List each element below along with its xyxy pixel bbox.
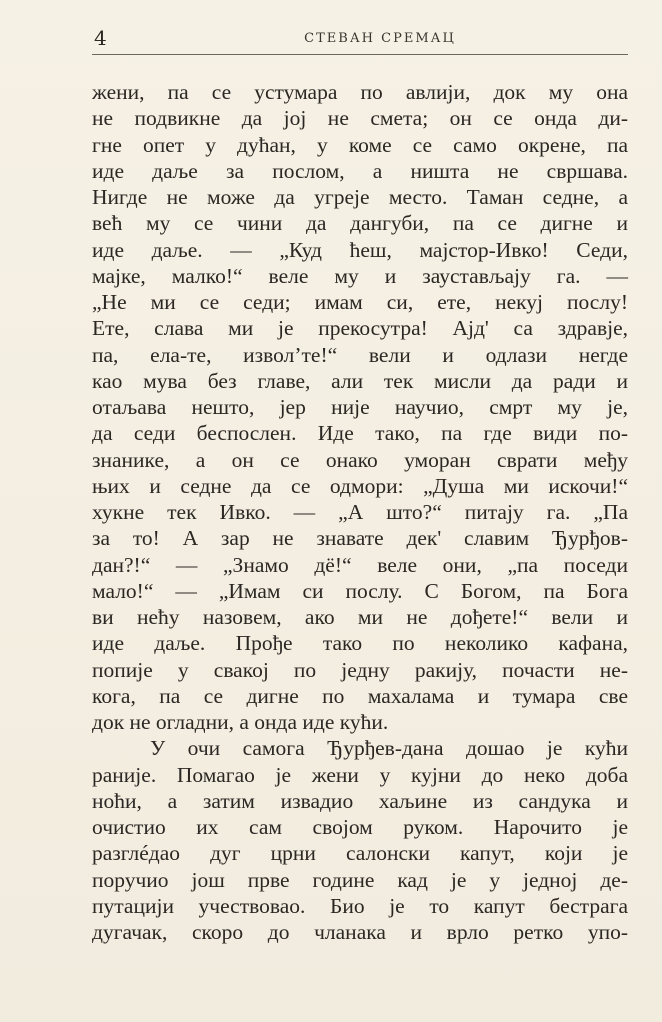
text-line: да седи беспослен. Иде тако, па где види по-	[92, 421, 628, 446]
text-line: попије у свакој по једну ракију, почасти не-	[92, 657, 628, 682]
text-line: жени, па се устумара по авлији, док му она	[92, 80, 628, 104]
text-line: док не огладни, а онда иде кући.	[92, 710, 389, 734]
text-line: мало!“ — „Имам си послу. С Богом, па Бога	[92, 578, 628, 603]
text-line: иде даље. — „Куд ћеш, мајстор-Ивко! Седи,	[92, 237, 628, 262]
text-line: Ете, слава ми је прекосутра! Ајд' са здравје,	[92, 316, 628, 341]
text-line: ви нећу назовем, ако ми не дођете!“ вели и	[92, 605, 628, 629]
text-line: већ му се чини да дангуби, па се дигне и	[92, 211, 628, 236]
text-line: кога, па се дигне по махалама и тумара све	[92, 683, 628, 708]
text-line: Нигде не може да угреје место. Таман седне, а	[92, 185, 628, 209]
body-text	[92, 79, 628, 945]
text-line: ноћи, а затим извадио хаљине из сандука и	[92, 788, 628, 813]
text-line: па, ела-те, изволʼте!“ вели и одлази негде	[92, 342, 628, 367]
text-line: дан?!“ — „Знамо дё!“ веле они, „па поседи	[92, 552, 628, 577]
text-line: дугачак, скоро до чланака и врло ретко упо-	[92, 920, 628, 944]
text-line: очистио их сам својом руком. Нарочито је	[92, 815, 628, 839]
text-line: знанике, а он се онако уморан сврати међу	[92, 447, 628, 472]
text-line: поручио још прве године кад је у једној де-	[92, 867, 628, 892]
text-line: иде даље за послом, а ништа не свршава.	[92, 158, 628, 183]
running-head: СТЕВАН СРЕМАЦ	[304, 31, 456, 46]
page-number: 4	[94, 26, 107, 50]
text-line: гне опет у дућан, у коме се само окрене, па	[92, 132, 628, 157]
text-line: хукне тек Ивко. — „А што?“ питају га. „Па	[92, 500, 628, 524]
text-line: не подвикне да јој не смета; он се онда ди-	[92, 106, 628, 131]
text-line: путацији учествовао. Био је то капут бестрага	[92, 893, 628, 918]
text-line: иде даље. Прође тако по неколико кафана,	[92, 631, 628, 656]
page-header	[92, 26, 628, 55]
text-line: мајке, малко!“ веле му и заустављају га. —	[92, 263, 628, 288]
text-line: разглéдао дуг црни салонски капут, који је	[92, 841, 628, 866]
paragraph-1	[92, 79, 628, 735]
text-line: У очи самога Ђурђев-дана дошао је кући	[150, 736, 628, 761]
text-line: „Не ми се седи; имам си, ете, некуј послу!	[92, 290, 628, 314]
text-line: њих и седне да се одмори: „Душа ми искочи!“	[92, 473, 628, 498]
paragraph-2	[92, 735, 628, 945]
text-line: као мува без главе, али тек мисли да ради и	[92, 368, 628, 393]
text-line: отаљава нешто, јер није научио, смрт му је,	[92, 395, 628, 419]
text-line: раније. Помагао је жени у кујни до неко доба	[92, 762, 628, 787]
text-line: за то! А зар не знавате дек' славим Ђурђов-	[92, 526, 628, 551]
